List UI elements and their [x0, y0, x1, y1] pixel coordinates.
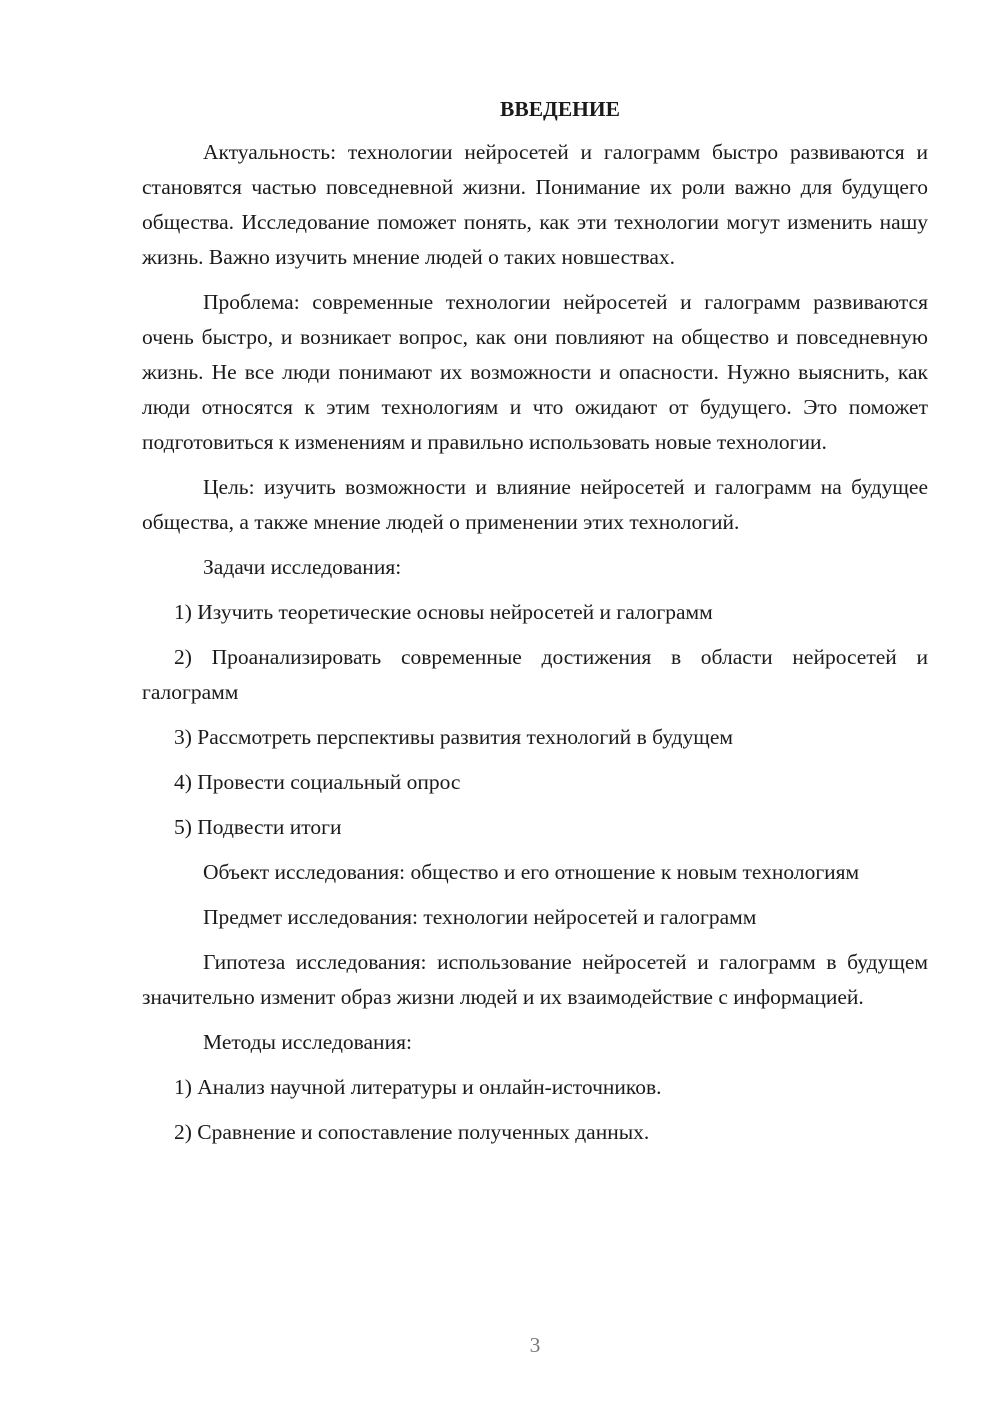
method-item: 1) Анализ научной литературы и онлайн-источников. [174, 1075, 662, 1099]
object-paragraph: Объект исследования: общество и его отношение к новым технологиям [203, 860, 860, 884]
page-title: ВВЕДЕНИЕ [500, 97, 620, 121]
subject-paragraph: Предмет исследования: технологии нейросетей и галограмм [203, 905, 757, 929]
hypothesis-paragraph: Гипотеза исследования: использование нейросетей и галограмм в будущем значительно изменит образ жизни людей и их взаимодействие с информацией. [142, 950, 928, 1009]
task-item: 5) Подвести итоги [174, 815, 342, 839]
document-page [142, 92, 928, 1160]
task-item: 4) Провести социальный опрос [174, 770, 461, 794]
tasks-title: Задачи исследования: [203, 555, 402, 579]
task-item: 2) Проанализировать современные достижения в области нейросетей и галограмм [142, 645, 928, 704]
task-item: 3) Рассмотреть перспективы развития технологий в будущем [174, 725, 733, 749]
relevance-paragraph: Актуальность: технологии нейросетей и галограмм быстро развиваются и становятся частью повседневной жизни. Понимание их роли важно для будущего общества. Исследование поможет понять, как эти технологии могут изменить нашу жизнь. Важно изучить мнение людей о таких новшествах. [142, 140, 928, 269]
page-number: 3 [529, 1333, 541, 1357]
method-item: 2) Сравнение и сопоставление полученных данных. [174, 1120, 650, 1144]
task-item: 1) Изучить теоретические основы нейросетей и галограмм [174, 600, 713, 624]
methods-title: Методы исследования: [203, 1030, 412, 1054]
problem-paragraph: Проблема: современные технологии нейросетей и галограмм развиваются очень быстро, и возникает вопрос, как они повлияют на общество и повседневную жизнь. Не все люди понимают их возможности и опасности. Нужно выяснить, как люди относятся к этим технологиям и что ожидают от будущего. Это поможет подготовиться к изменениям и правильно использовать новые технологии. [142, 290, 928, 454]
goal-paragraph: Цель: изучить возможности и влияние нейросетей и галограмм на будущее общества, а также мнение людей о применении этих технологий. [142, 475, 928, 534]
